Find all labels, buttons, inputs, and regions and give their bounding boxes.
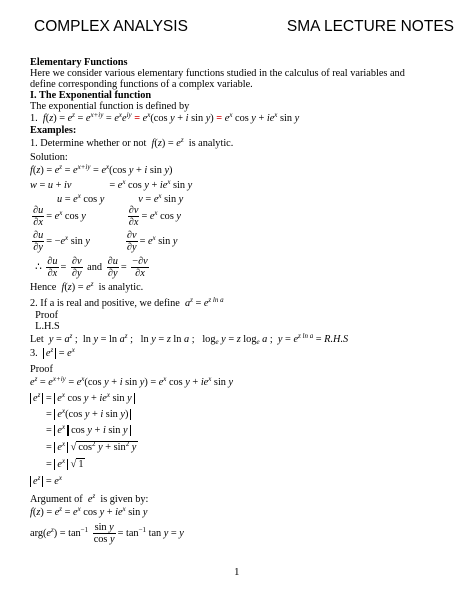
hence-tail: is analytic. [98,282,144,293]
partial-derivatives-row-1: $\frac{\partial u}{\partial x}$ = $e^x$ cos y $\frac{\partial v}{\partial x}$ = $e^x$ cos y [33,205,181,228]
proof-label-2: Proof [30,364,53,375]
let-label: Let [30,334,44,345]
proof-conclusion: $e^z = e^x$ [30,476,62,488]
defined-by-text: The exponential function is defined by [30,101,190,112]
examples-label: Examples: [30,125,77,136]
proof-line-2: $e^z = e^x$ $\cos y + ie^x$ sin y [30,393,135,405]
example-1-question: 1. Determine whether or not $f(z) = e^z$ is analytic. [30,136,234,149]
proof-label-1: Proof [35,310,59,321]
solution-label: Solution: [30,152,68,163]
proof-line-6: = $e^x$ √ 1 [46,457,84,470]
example-3-statement: 3. $e^z = e^x$ [30,346,75,359]
exp-definition-equation: 1. $f(z) = e^z = e^{x+iy} = e^xe^{iy} = e^x(\cos$ y + i $\sin y) = e^x$ $\cos y + ie^x$ sin y [30,111,300,124]
hence-label: Hence [30,282,57,293]
example-2-text: 2. If a is real and positive, we define [30,298,180,309]
argument-equation-2: $arg(e^z) = \tan^{-1}$ $\frac{\text{sin y}}{\text{cos y}}$ = $\tan^{-1} \tan y = y$ [30,522,184,545]
subsection-title: I. The Exponential function [30,90,152,101]
solution-equation-2: w = u + iv = $e^x$ $\cos y + ie^x$ sin y [30,178,193,191]
argument-equation-1: $f(z) = e^z = e^x$ $\cos y + ie^x$ sin y [30,505,148,518]
example-1-text: 1. Determine whether or not [30,138,147,149]
intro-line-2: define corresponding functions of a complex variable. [30,79,253,90]
example-1-tail: is analytic. [188,138,234,149]
proof-line-1: $e^z = e^{x+iy} = e^x(\cos$ y + i $\sin y) = e^x$ $\cos y + ie^x$ sin y [30,375,234,388]
solution-equation-3: $u = e^x$ cos y $v = e^x$ sin y [57,192,184,205]
proof-line-4: = $e^x$ cos y + i sin y [30,425,131,437]
proof-line-5: = $e^x$ √ $\cos^2 y + \sin^2 y$ [46,440,137,453]
example-2-derivation: Let $y = a^z$ ; $\ln y = \ln a^z$ ; ln y = z ln a ; $\log_e y = z$ $\log_e a$ ; $y = e^{z ln a} = R.H.S$ [30,332,349,346]
intro-line-1: Here we consider various elementary functions studied in the calculus of real variables and [30,68,405,79]
example-3-label: 3. [30,348,38,359]
hence-statement: Hence $f(z) = e^z$ is analytic. [30,280,144,293]
and-label: and [87,261,103,273]
example-2-statement: 2. If a is real and positive, we define $a^z = e^{z ln a}$ [30,296,224,309]
argument-statement: Argument of $e^z$ is given by: [30,492,149,505]
proof-line-3: = $e^x(\cos$ y + i sin y) [30,409,131,421]
header-right: SMA LECTURE NOTES [286,18,454,35]
cauchy-riemann-equations: ∴ $\frac{\partial u}{\partial x}$ = $\frac{\partial v}{\partial y}$ and $\frac{\partial u}{\partial y}$ = $\frac{-\partial v}{\partial x}$ [30,256,148,279]
page-number: 1 [234,566,240,578]
section-title: Elementary Functions [30,57,128,68]
solution-equation-1: $f(z) = e^z = e^{x+iy} = e^x(\cos$ y + i sin y) [30,163,173,176]
argument-text: Argument of [30,494,83,505]
lhs-label: L.H.S [35,321,60,332]
argument-tail: is given by: [100,494,149,505]
partial-derivatives-row-2: $\frac{\partial u}{\partial y}$ = $-e^x$ sin y $\frac{\partial v}{\partial y}$ = $e^x$ sin y [33,230,178,253]
header-left: COMPLEX ANALYSIS [34,18,188,35]
